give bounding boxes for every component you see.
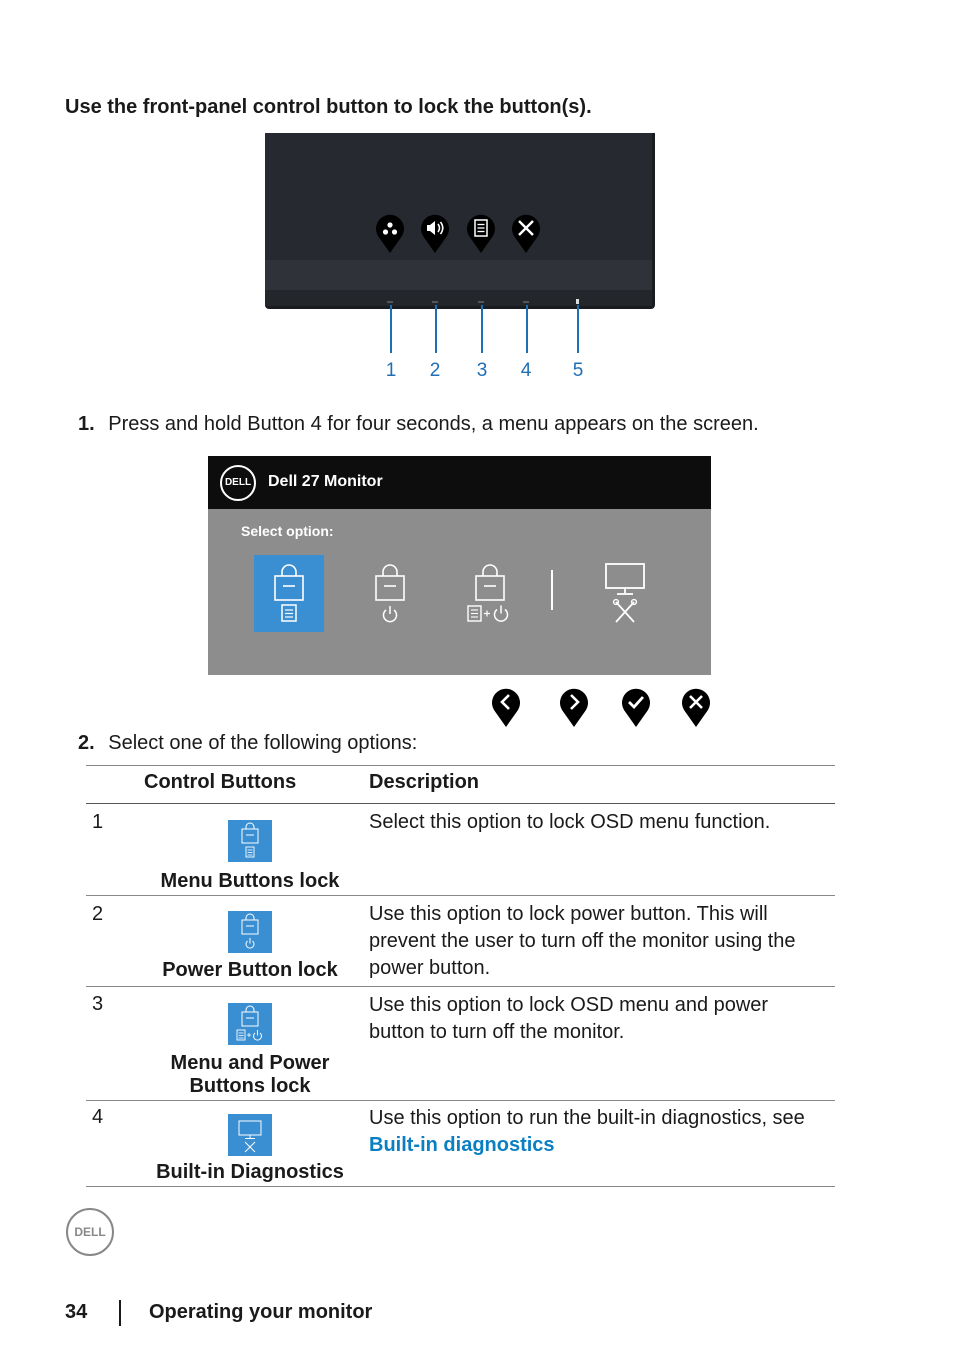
osd-header <box>208 456 711 509</box>
built-in-diagnostics-link[interactable]: Built-in diagnostics <box>369 1134 555 1156</box>
osd-option-power-lock[interactable] <box>355 555 425 632</box>
callout-line <box>526 305 528 353</box>
control-description: Use this option to lock OSD menu and power button to turn off the monitor. <box>369 994 769 1043</box>
menu-icon <box>466 214 496 254</box>
hw-button-1 <box>387 301 393 303</box>
callout-number: 4 <box>520 360 532 381</box>
row-number: 4 <box>92 1106 104 1128</box>
monitor-bezel <box>265 260 652 290</box>
control-name: Built-in Diagnostics <box>156 1161 344 1183</box>
control-name: Power Button lock <box>162 959 338 981</box>
osd-separator <box>551 570 553 610</box>
hw-button-3 <box>478 301 484 303</box>
hw-button-2 <box>432 301 438 303</box>
row-number: 3 <box>92 993 104 1015</box>
dell-logo: DELL <box>220 465 256 501</box>
power-lock-icon <box>355 555 425 632</box>
control-description <box>369 1105 819 1159</box>
table-rule <box>86 1186 835 1187</box>
step-text: Select one of the following options: <box>108 732 418 754</box>
step-number: 2. <box>78 732 95 754</box>
power-button <box>576 299 579 304</box>
page-number: 34 <box>65 1301 88 1323</box>
menu-lock-icon <box>254 555 324 632</box>
osd-option-menu-power-lock[interactable] <box>455 555 525 632</box>
dell-logo: DELL <box>66 1208 114 1256</box>
step-text: Press and hold Button 4 for four seconds, a menu appears on the screen. <box>108 413 759 435</box>
volume-icon <box>420 214 450 254</box>
row-number: 1 <box>92 811 104 833</box>
control-description: Select this option to lock OSD menu function. <box>369 811 771 833</box>
row-number: 2 <box>92 903 104 925</box>
menu-lock-icon <box>228 820 272 862</box>
osd-title: Dell 27 Monitor <box>268 473 383 490</box>
step-1 <box>78 413 759 436</box>
section-title: Operating your monitor <box>149 1301 373 1323</box>
description-text: Use this option to run the built-in diagnostics, see <box>369 1107 805 1129</box>
callout-number: 5 <box>572 360 584 381</box>
page-heading: Use the front-panel control button to lock the button(s). <box>65 96 592 118</box>
close-icon <box>681 688 711 728</box>
control-name-line: Menu and Power <box>170 1052 330 1074</box>
table-rule <box>86 1100 835 1101</box>
diagnostics-icon <box>590 555 660 632</box>
close-icon <box>511 214 541 254</box>
left-icon <box>491 688 521 728</box>
callout-number: 2 <box>429 360 441 381</box>
control-name <box>140 1052 360 1098</box>
step-number: 1. <box>78 413 95 435</box>
step-2 <box>78 732 417 755</box>
callout-number: 1 <box>385 360 397 381</box>
power-lock-icon <box>228 911 272 953</box>
hw-button-4 <box>523 301 529 303</box>
osd-option-diagnostics[interactable] <box>590 555 660 632</box>
table-rule <box>86 765 835 766</box>
check-icon <box>621 688 651 728</box>
control-description: Use this option to lock power button. This will prevent the user to turn off the monitor using the power button. <box>369 903 796 979</box>
callout-number: 3 <box>476 360 488 381</box>
footer-divider <box>119 1300 121 1326</box>
table-rule <box>86 895 835 896</box>
control-name: Menu Buttons lock <box>160 870 340 892</box>
menu-power-lock-icon <box>455 555 525 632</box>
callout-line <box>390 305 392 353</box>
callout-line <box>435 305 437 353</box>
diagnostics-icon <box>228 1114 272 1156</box>
column-header-description: Description <box>369 771 480 793</box>
table-rule <box>86 986 835 987</box>
osd-menu <box>208 456 711 675</box>
shortcut-icon <box>375 214 405 254</box>
osd-option-menu-lock[interactable] <box>254 555 324 632</box>
callout-line <box>481 305 483 353</box>
monitor-bottom-edge <box>265 290 652 306</box>
callout-line <box>577 305 579 353</box>
control-name-line: Buttons lock <box>189 1075 311 1097</box>
column-header-control: Control Buttons <box>144 771 297 793</box>
right-icon <box>559 688 589 728</box>
table-rule <box>86 803 835 804</box>
osd-select-label: Select option: <box>241 523 334 539</box>
menu-power-lock-icon <box>228 1003 272 1045</box>
monitor-illustration <box>265 133 655 309</box>
